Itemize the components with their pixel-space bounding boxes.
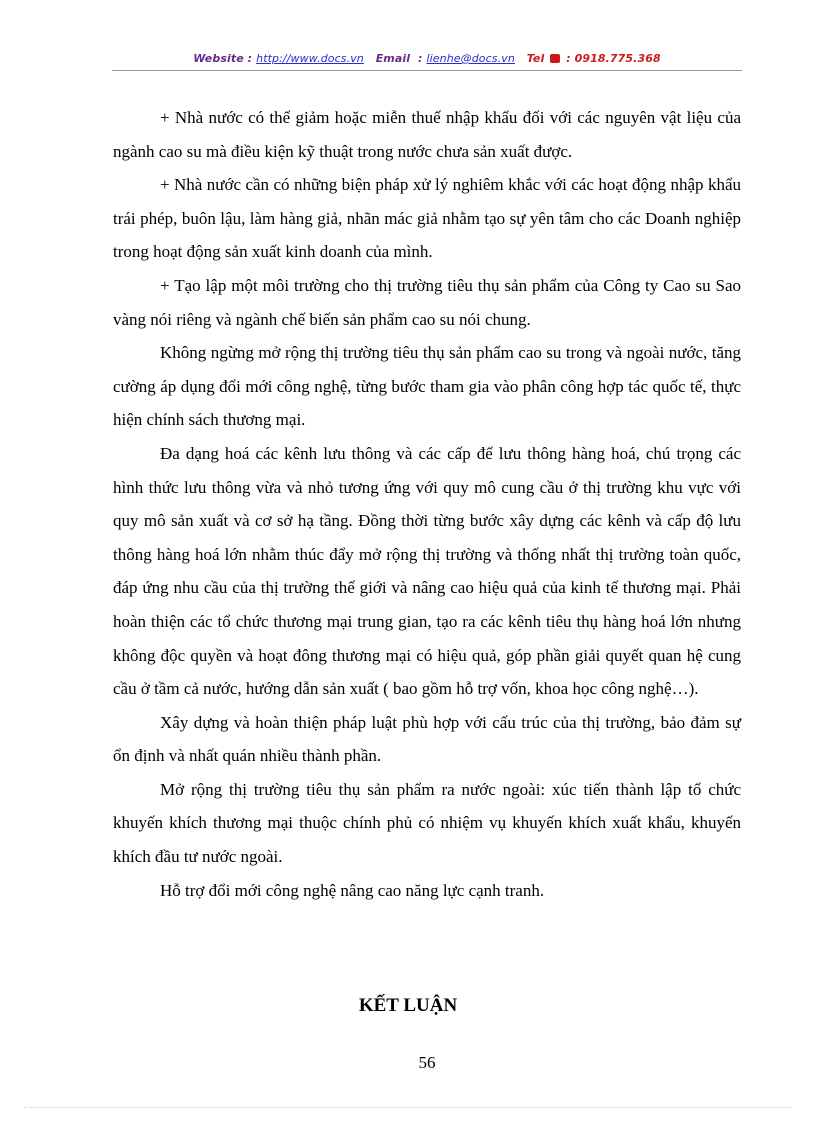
paragraph: Hỗ trợ đổi mới công nghệ nâng cao năng lực cạnh tranh. xyxy=(160,880,545,900)
phone-number: : 0918.775.368 xyxy=(566,52,661,65)
paragraph: + Tạo lập một môi trường cho thị trường tiêu thụ sản phẩm của Công ty Cao su Sao vàng nói riêng và ngành chế biến sản phẩm cao su nói chung. xyxy=(113,275,741,329)
website-link[interactable]: http://www.docs.vn xyxy=(256,52,364,65)
page-header xyxy=(112,52,742,65)
paragraph: Xây dựng và hoàn thiện pháp luật phù hợp với cấu trúc của thị trường, bảo đảm sự ổn định và nhất quán nhiều thành phần. xyxy=(113,712,741,766)
section-heading: KẾT LUẬN xyxy=(358,995,458,1016)
email-separator: : xyxy=(418,52,423,65)
paragraph: + Nhà nước có thể giảm hoặc miễn thuế nhập khẩu đối với các nguyên vật liệu của ngành cao su mà điều kiện kỹ thuật trong nước chưa sản xuất được. xyxy=(113,108,741,161)
email-link[interactable]: lienhe@docs.vn xyxy=(426,52,515,65)
page-number: 56 xyxy=(418,1053,436,1072)
telephone-icon xyxy=(550,54,560,63)
paragraph: Không ngừng mở rộng thị trường tiêu thụ sản phẩm cao su trong và ngoài nước, tăng cường áp dụng đổi mới công nghệ, từng bước tham gia vào phân công hợp tác quốc tế, thực hiện chính sách thương mại. xyxy=(113,343,741,430)
paragraph: Đa dạng hoá các kênh lưu thông và các cấp để lưu thông hàng hoá, chú trọng các hình thức lưu thông vừa và nhỏ tương ứng với quy mô cung cầu ở thị trường khu vực với quy mô sản xuất và cơ sở hạ tầng. Đồng thời từng bước xây dựng các kênh và cấp độ lưu thông hàng hoá lớn nhằm thúc đẩy mở rộng thị trường và thống nhất thị trường toàn quốc, đáp ứng nhu cầu của thị trường thế giới và nâng cao hiệu quả của kinh tế thương mại. Phải hoàn thiện các tổ chức thương mại trung gian, tạo ra các kênh tiêu thụ hàng hoá lớn nhưng không độc quyền và hoạt đông thương mại có hiệu quả, góp phần giải quyết quan hệ cung cầu ở tầm cả nước, hướng dẫn sản xuất ( bao gồm hỗ trợ vốn, khoa học công nghệ…). xyxy=(113,443,741,699)
document-body xyxy=(113,101,741,907)
paragraph: + Nhà nước cần có những biện pháp xử lý nghiêm khắc với các hoạt động nhập khẩu trái phép, buôn lậu, làm hàng giả, nhãn mác giả nhằm tạo sự yên tâm cho các Doanh nghiệp trong hoạt động sản xuất kinh doanh của mình. xyxy=(113,175,741,262)
tel-label: Tel xyxy=(526,52,545,65)
header-rule xyxy=(112,70,742,71)
email-label: Email xyxy=(375,52,411,65)
paragraph: Mở rộng thị trường tiêu thụ sản phẩm ra nước ngoài: xúc tiến thành lập tổ chức khuyến khích thương mại thuộc chính phủ có nhiệm vụ khuyến khích xuất khẩu, khuyến khích đầu tư nước ngoài. xyxy=(113,779,741,867)
website-label: Website : xyxy=(193,52,253,65)
footer-rule xyxy=(24,1107,792,1108)
